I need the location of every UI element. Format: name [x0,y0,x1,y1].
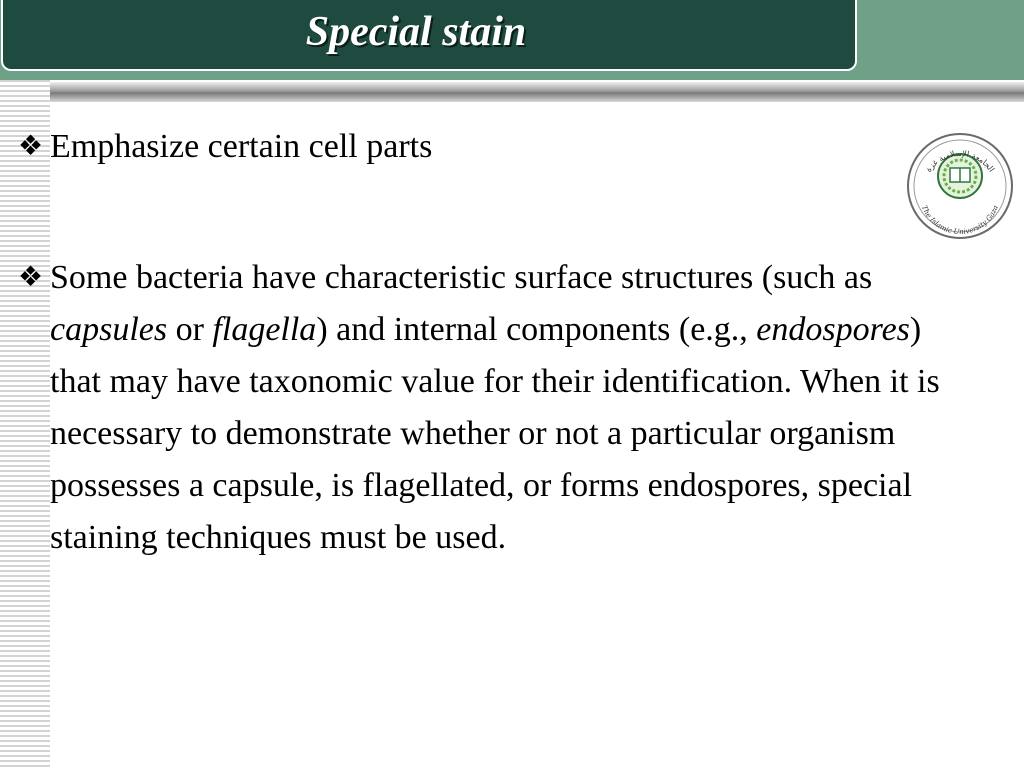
bullet-text-2: Some bacteria have characteristic surface structures (such as capsules or flagella) and internal components (e.g., endospores) that may have taxonomic value for their identification. When it is necessary to demonstrate whether or not a particular organism possesses a capsule, is flagellated, or forms endospores, special staining techniques must be used. [50,259,940,556]
seal-arabic-text: الجامعة الإسلامية غزة [923,148,997,174]
term-capsules: capsules [50,311,168,348]
slide-title: Special stain [305,9,527,55]
diamond-bullet-icon: ❖ [18,262,44,293]
term-flagella: flagella [212,311,317,348]
bullet-item-1 [18,121,618,173]
title-box [1,0,857,71]
diamond-bullet-icon: ❖ [18,131,44,162]
header-divider [0,82,1024,102]
university-seal-logo [906,132,1014,240]
bullet-item-2 [18,252,958,564]
seal-english-text: The Islamic University Gaza [920,204,1000,237]
bullet-text-1: Emphasize certain cell parts [50,128,433,165]
term-endospores: endospores [756,311,910,348]
